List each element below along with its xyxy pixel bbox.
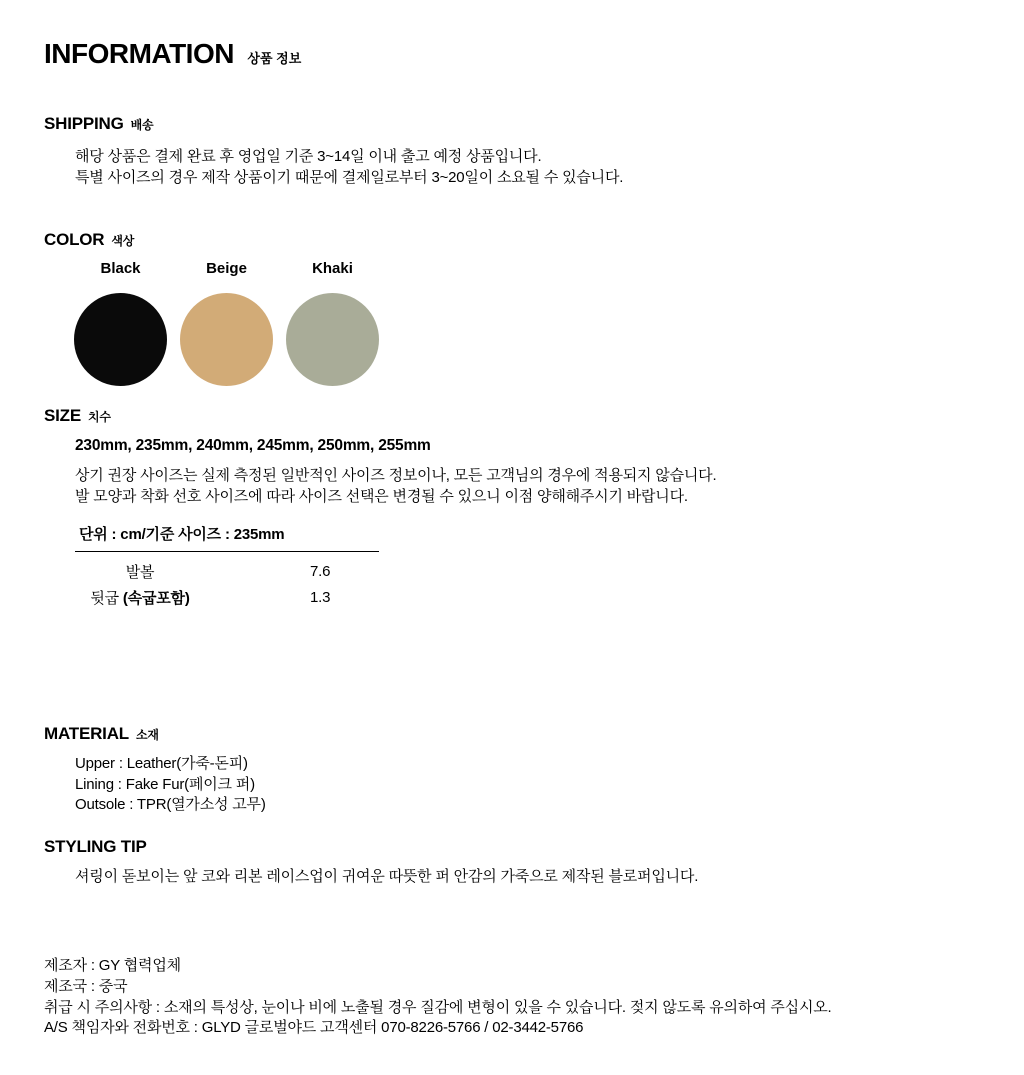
page-title: INFORMATION xyxy=(44,38,234,69)
size-row-label-bold: (속굽포함) xyxy=(122,589,190,607)
styling-tip-section xyxy=(44,837,698,887)
color-heading xyxy=(44,230,392,251)
material-heading-en: MATERIAL xyxy=(44,724,129,743)
material-line-upper: Upper : Leather(가죽-돈피) xyxy=(75,755,248,772)
footer-care-warning: 취급 시 주의사항 : 소재의 특성상, 눈이나 비에 노출될 경우 질감에 변형이 있을 수 있습니다. 젖지 않도록 유의하여 주십시오. xyxy=(44,998,832,1016)
color-swatch-khaki xyxy=(286,260,379,386)
swatch-label: Beige xyxy=(206,260,247,277)
material-heading xyxy=(44,724,266,745)
material-section xyxy=(44,724,266,816)
size-options-list: 230mm, 235mm, 240mm, 245mm, 250mm, 255mm xyxy=(75,437,431,454)
shipping-heading xyxy=(44,114,623,135)
size-row-value: 1.3 xyxy=(310,588,331,606)
size-row-label-text: 발볼 xyxy=(125,563,155,581)
color-heading-en: COLOR xyxy=(44,230,105,249)
swatch-label: Khaki xyxy=(312,260,353,277)
size-table-caption: 단위 : cm/기준 사이즈 : 235mm xyxy=(79,526,285,543)
footer-manufacturer: 제조자 : GY 협력업체 xyxy=(44,957,181,974)
black-swatch-circle xyxy=(74,293,167,386)
size-row-label xyxy=(75,587,205,608)
size-row-value: 7.6 xyxy=(310,562,331,580)
size-table-row xyxy=(75,584,385,610)
material-line-outsole: Outsole : TPR(열가소성 고무) xyxy=(75,796,266,813)
size-table-divider xyxy=(75,551,379,552)
size-notes xyxy=(75,465,716,507)
shipping-heading-ko: 배송 xyxy=(130,118,154,132)
color-heading-ko: 색상 xyxy=(111,234,135,248)
styling-tip-text: 셔링이 돋보이는 앞 코와 리본 레이스업이 귀여운 따뜻한 퍼 안감의 가죽으로 제작된 블로퍼입니다. xyxy=(75,868,699,885)
manufacturer-info xyxy=(44,956,832,1039)
shipping-notes xyxy=(75,146,623,188)
swatch-label: Black xyxy=(100,260,141,277)
size-row-label-text: 뒷굽 xyxy=(90,589,123,607)
size-row-label xyxy=(75,561,205,582)
styling-tip-heading: STYLING TIP xyxy=(44,837,147,856)
material-heading-ko: 소재 xyxy=(135,728,159,742)
footer-as-contact: A/S 책임자와 전화번호 : GLYD 글로벌야드 고객센터 070-8226-5766 / 02-3442-5766 xyxy=(44,1019,584,1037)
shipping-heading-en: SHIPPING xyxy=(44,114,124,133)
size-note-line: 발 모양과 착화 선호 사이즈에 따라 사이즈 선택은 변경될 수 있으니 이점 양해해주시기 바랍니다. xyxy=(75,488,688,505)
khaki-swatch-circle xyxy=(286,293,379,386)
color-swatch-row xyxy=(74,260,392,386)
color-section xyxy=(44,230,392,386)
page-title-subtitle: 상품 정보 xyxy=(247,51,302,66)
page-header xyxy=(44,38,301,70)
size-heading xyxy=(44,406,716,427)
material-lines xyxy=(75,754,266,816)
shipping-section xyxy=(44,114,623,188)
size-table-row xyxy=(75,558,385,584)
size-note-line: 상기 권장 사이즈는 실제 측정된 일반적인 사이즈 정보이나, 모든 고객님의 경우에 적용되지 않습니다. xyxy=(75,467,717,484)
size-section xyxy=(44,406,716,610)
footer-country: 제조국 : 중국 xyxy=(44,977,128,995)
shipping-note-line: 특별 사이즈의 경우 제작 상품이기 때문에 결제일로부터 3~20일이 소요될 수 있습니다. xyxy=(75,169,624,186)
size-heading-en: SIZE xyxy=(44,406,81,425)
color-swatch-black xyxy=(74,260,167,386)
material-line-lining: Lining : Fake Fur(페이크 퍼) xyxy=(75,775,255,793)
shipping-note-line: 해당 상품은 결제 완료 후 영업일 기준 3~14일 이내 출고 예정 상품입니다. xyxy=(75,148,542,165)
beige-swatch-circle xyxy=(180,293,273,386)
color-swatch-beige xyxy=(180,260,273,386)
size-table xyxy=(75,523,385,610)
size-heading-ko: 치수 xyxy=(88,410,111,424)
